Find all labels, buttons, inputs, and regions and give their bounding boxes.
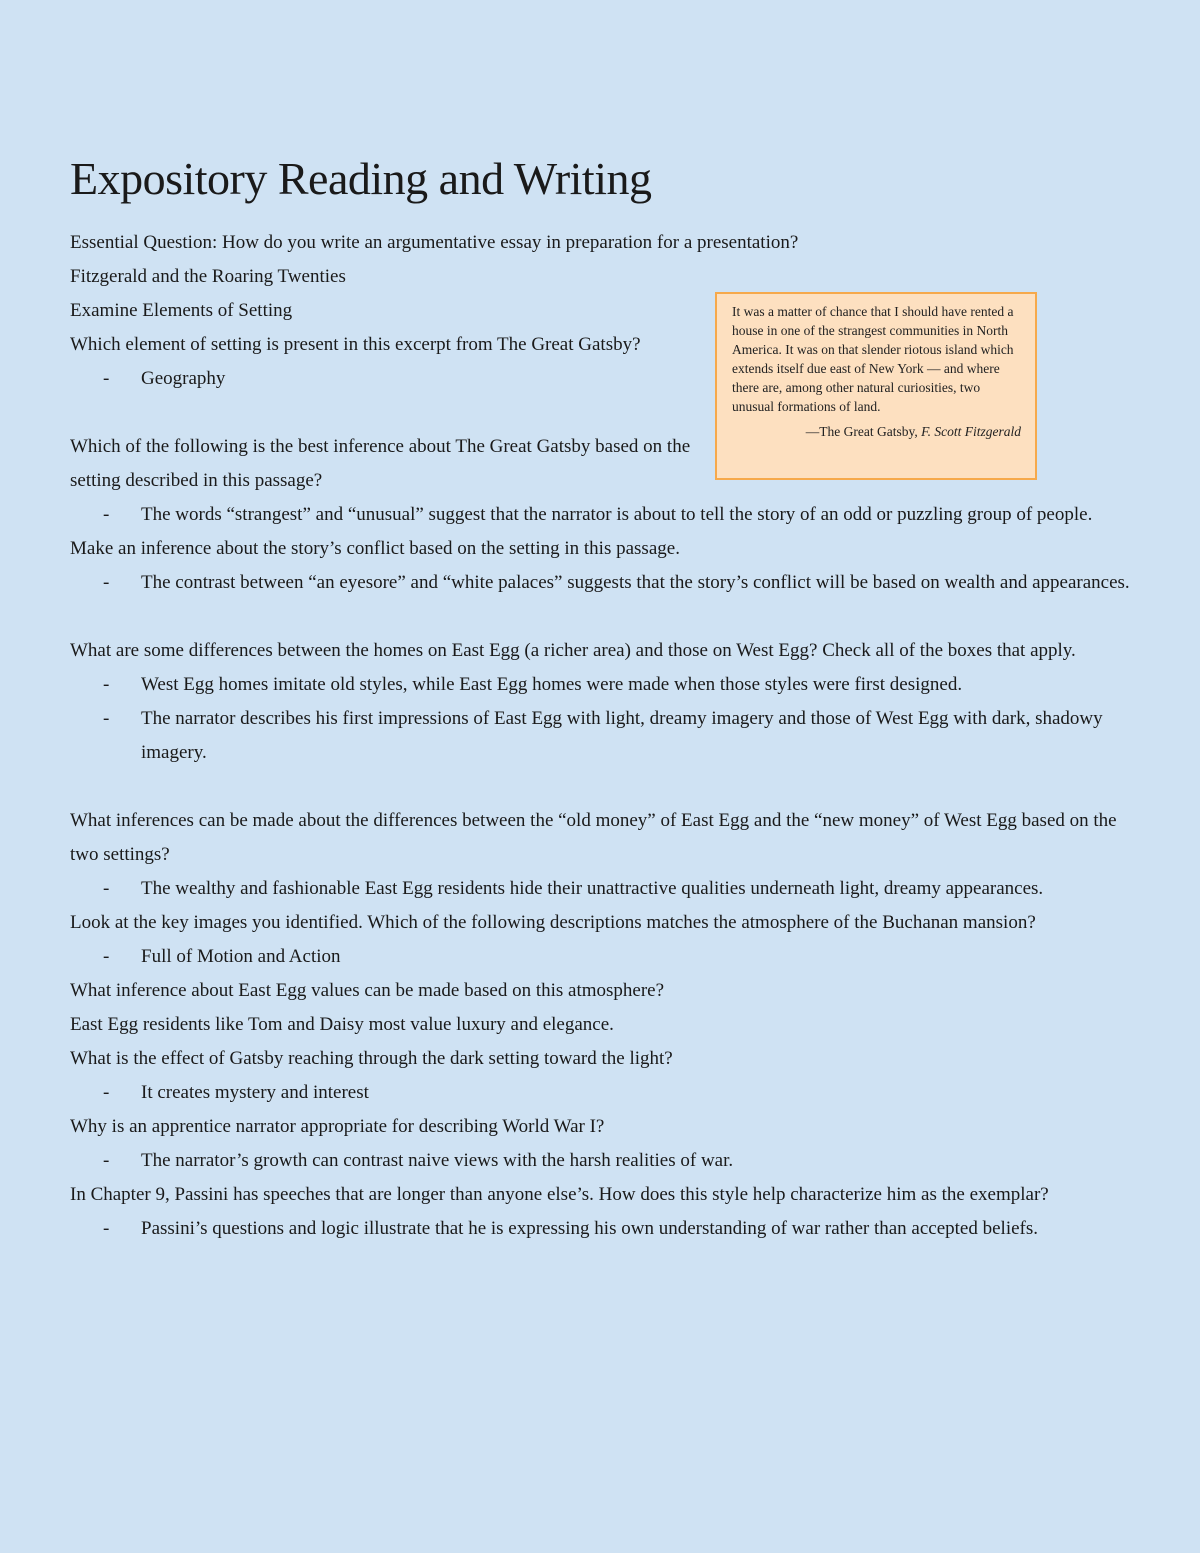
essential-question: Essential Question: How do you write an argumentative essay in preparation for a presentation?	[70, 232, 799, 253]
answer-item	[70, 940, 1140, 974]
question-text: What are some differences between the homes on East Egg (a richer area) and those on West Egg? Check all of the boxes that apply.	[70, 640, 1076, 661]
dash-bullet: -	[103, 1082, 110, 1103]
question-text: Which element of setting is present in this excerpt from The Great Gatsby?	[70, 334, 641, 355]
dash-bullet: -	[103, 504, 110, 525]
question-text: Look at the key images you identified. Which of the following descriptions matches the atmosphere of the Buchanan mansion?	[70, 912, 1036, 933]
section-title: Examine Elements of Setting	[70, 300, 293, 321]
answer-item	[70, 566, 1140, 600]
answer-item	[70, 702, 1140, 770]
answer-item	[70, 1076, 1140, 1110]
answer-text: The narrator describes his first impressions of East Egg with light, dreamy imagery and those of West Egg with dark, shadowy imagery.	[141, 708, 1103, 763]
answer-text: The contrast between “an eyesore” and “white palaces” suggests that the story’s conflict will be based on wealth and appearances.	[141, 572, 1130, 593]
question-text: Make an inference about the story’s conflict based on the setting in this passage.	[70, 538, 680, 559]
dash-bullet: -	[103, 878, 110, 899]
quote-text: It was a matter of chance that I should have rented a house in one of the strangest communities in North America. It was on that slender riotous island which extends itself due east of New York — and where there are, among other natural curiosities, two unusual formations of land.	[732, 304, 1014, 414]
attribution-author: F. Scott Fitzgerald	[921, 424, 1021, 439]
question-text: What is the effect of Gatsby reaching through the dark setting toward the light?	[70, 1048, 673, 1069]
answer-text: The narrator’s growth can contrast naive views with the harsh realities of war.	[141, 1150, 734, 1171]
answer-text: The words “strangest” and “unusual” suggest that the narrator is about to tell the story of an odd or puzzling group of people.	[141, 504, 1093, 525]
dash-bullet: -	[103, 572, 110, 593]
dash-bullet: -	[103, 368, 110, 389]
quote-attribution	[732, 422, 1021, 441]
question-text: What inferences can be made about the differences between the “old money” of East Egg and the “new money” of West Egg based on the two settings?	[70, 810, 1117, 865]
answer-line: East Egg residents like Tom and Daisy most value luxury and elegance.	[70, 1014, 614, 1035]
answer-text: The wealthy and fashionable East Egg residents hide their unattractive qualities underneath light, dreamy appearances.	[141, 878, 1044, 899]
unit-title: Fitzgerald and the Roaring Twenties	[70, 266, 346, 287]
answer-item	[70, 498, 1140, 532]
answer-item	[70, 1144, 1140, 1178]
page-title: Expository Reading and Writing	[70, 153, 652, 204]
dash-bullet: -	[103, 708, 110, 729]
dash-bullet: -	[103, 1218, 110, 1239]
answer-item	[70, 1212, 1140, 1246]
attribution-prefix: —The Great Gatsby,	[805, 424, 922, 439]
dash-bullet: -	[103, 946, 110, 967]
gatsby-quote-box	[715, 292, 1037, 480]
dash-bullet: -	[103, 1150, 110, 1171]
question-text: Why is an apprentice narrator appropriate for describing World War I?	[70, 1116, 605, 1137]
dash-bullet: -	[103, 674, 110, 695]
answer-text: Geography	[141, 368, 226, 389]
question-text: What inference about East Egg values can be made based on this atmosphere?	[70, 980, 665, 1001]
question-text: Which of the following is the best inference about The Great Gatsby based on the setting described in this passage?	[70, 436, 691, 491]
answer-item	[70, 872, 1140, 906]
answer-text: It creates mystery and interest	[141, 1082, 369, 1103]
answer-item	[70, 668, 1140, 702]
answer-text: West Egg homes imitate old styles, while East Egg homes were made when those styles were first designed.	[141, 674, 963, 695]
answer-text: Passini’s questions and logic illustrate that he is expressing his own understanding of war rather than accepted beliefs.	[141, 1218, 1039, 1239]
question-text: In Chapter 9, Passini has speeches that are longer than anyone else’s. How does this style help characterize him as the exemplar?	[70, 1184, 1049, 1205]
answer-text: Full of Motion and Action	[141, 946, 341, 967]
